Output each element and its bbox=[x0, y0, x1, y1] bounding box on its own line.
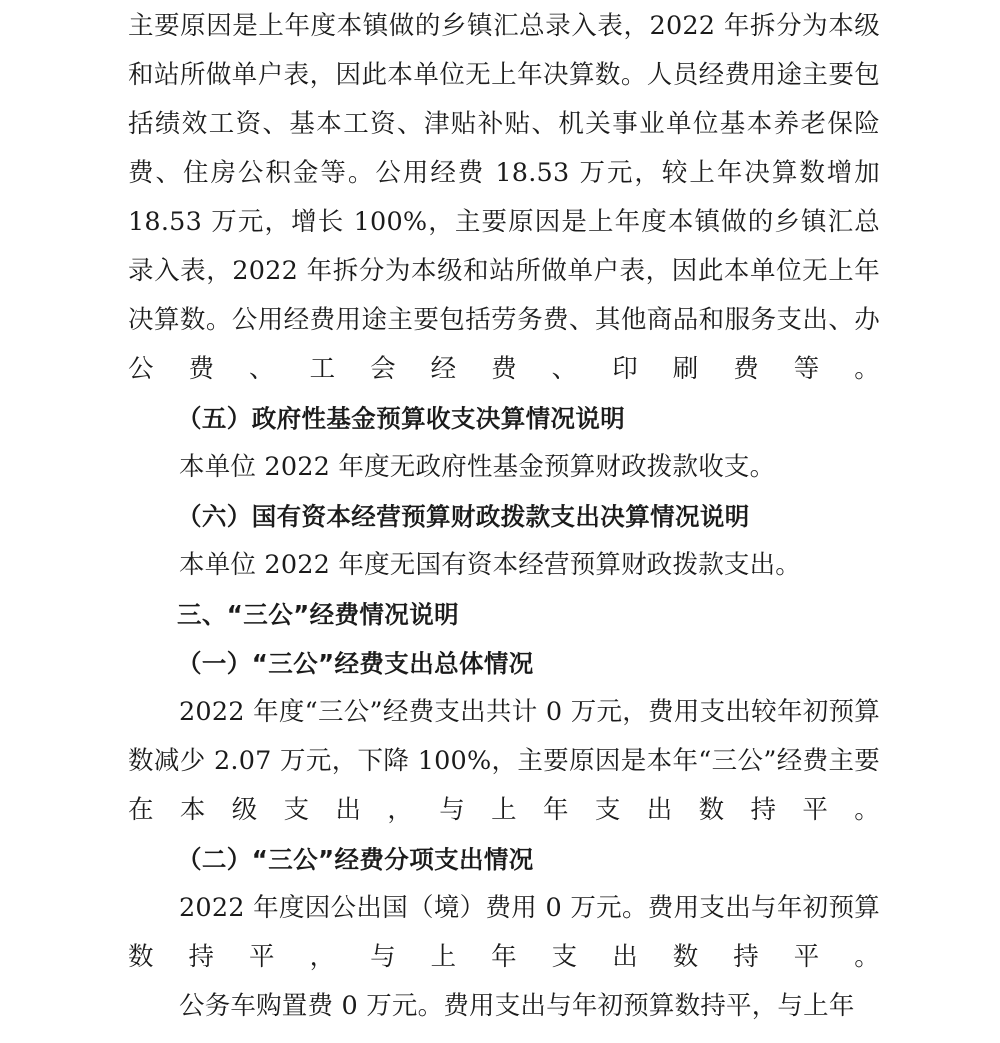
paragraph-three-one-body: 2022 年度“三公”经费支出共计 0 万元，费用支出较年初预算数减少 2.07 万元，下降 100%，主要原因是本年“三公”经费主要在本级支出，与上年支出数持平。 bbox=[128, 697, 880, 825]
paragraph-fund-expenditure-explanation: 主要原因是上年度本镇做的乡镇汇总录入表，2022 年拆分为本级和站所做单户表，因此本单位无上年决算数。人员经费用途主要包括绩效工资、基本工资、津贴补贴、机关事业单位基本养老保险费、住房公积金等。公用经费 18.53 万元，较上年决算数增加 18.53 万元，增长 100%，主要原因是上年度本镇做的乡镇汇总录入表，2022 年拆分为本级和站所做单户表，因此本单位无上年决算数。公用经费用途主要包括劳务费、其他商品和服务支出、办公费、工会经费、印刷费等。 bbox=[128, 11, 880, 384]
document-body bbox=[128, 0, 880, 1031]
heading-six: （六）国有资本经营预算财政拨款支出决算情况说明 bbox=[177, 502, 750, 531]
heading-three-two: （二）“三公”经费分项支出情况 bbox=[177, 845, 534, 874]
paragraph-six-body: 本单位 2022 年度无国有资本经营预算财政拨款支出。 bbox=[179, 550, 802, 580]
paragraph-three-two-body-2: 公务车购置费 0 万元。费用支出与年初预算数持平，与上年 bbox=[179, 991, 855, 1021]
heading-five: （五）政府性基金预算收支决算情况说明 bbox=[177, 404, 626, 433]
paragraph-five-body: 本单位 2022 年度无政府性基金预算财政拨款收支。 bbox=[179, 452, 776, 482]
heading-section-three: 三、“三公”经费情况说明 bbox=[177, 600, 460, 629]
heading-three-one: （一）“三公”经费支出总体情况 bbox=[177, 649, 534, 678]
paragraph-three-two-body-1: 2022 年度因公出国（境）费用 0 万元。费用支出与年初预算数持平，与上年支出数持平。 bbox=[128, 893, 880, 972]
